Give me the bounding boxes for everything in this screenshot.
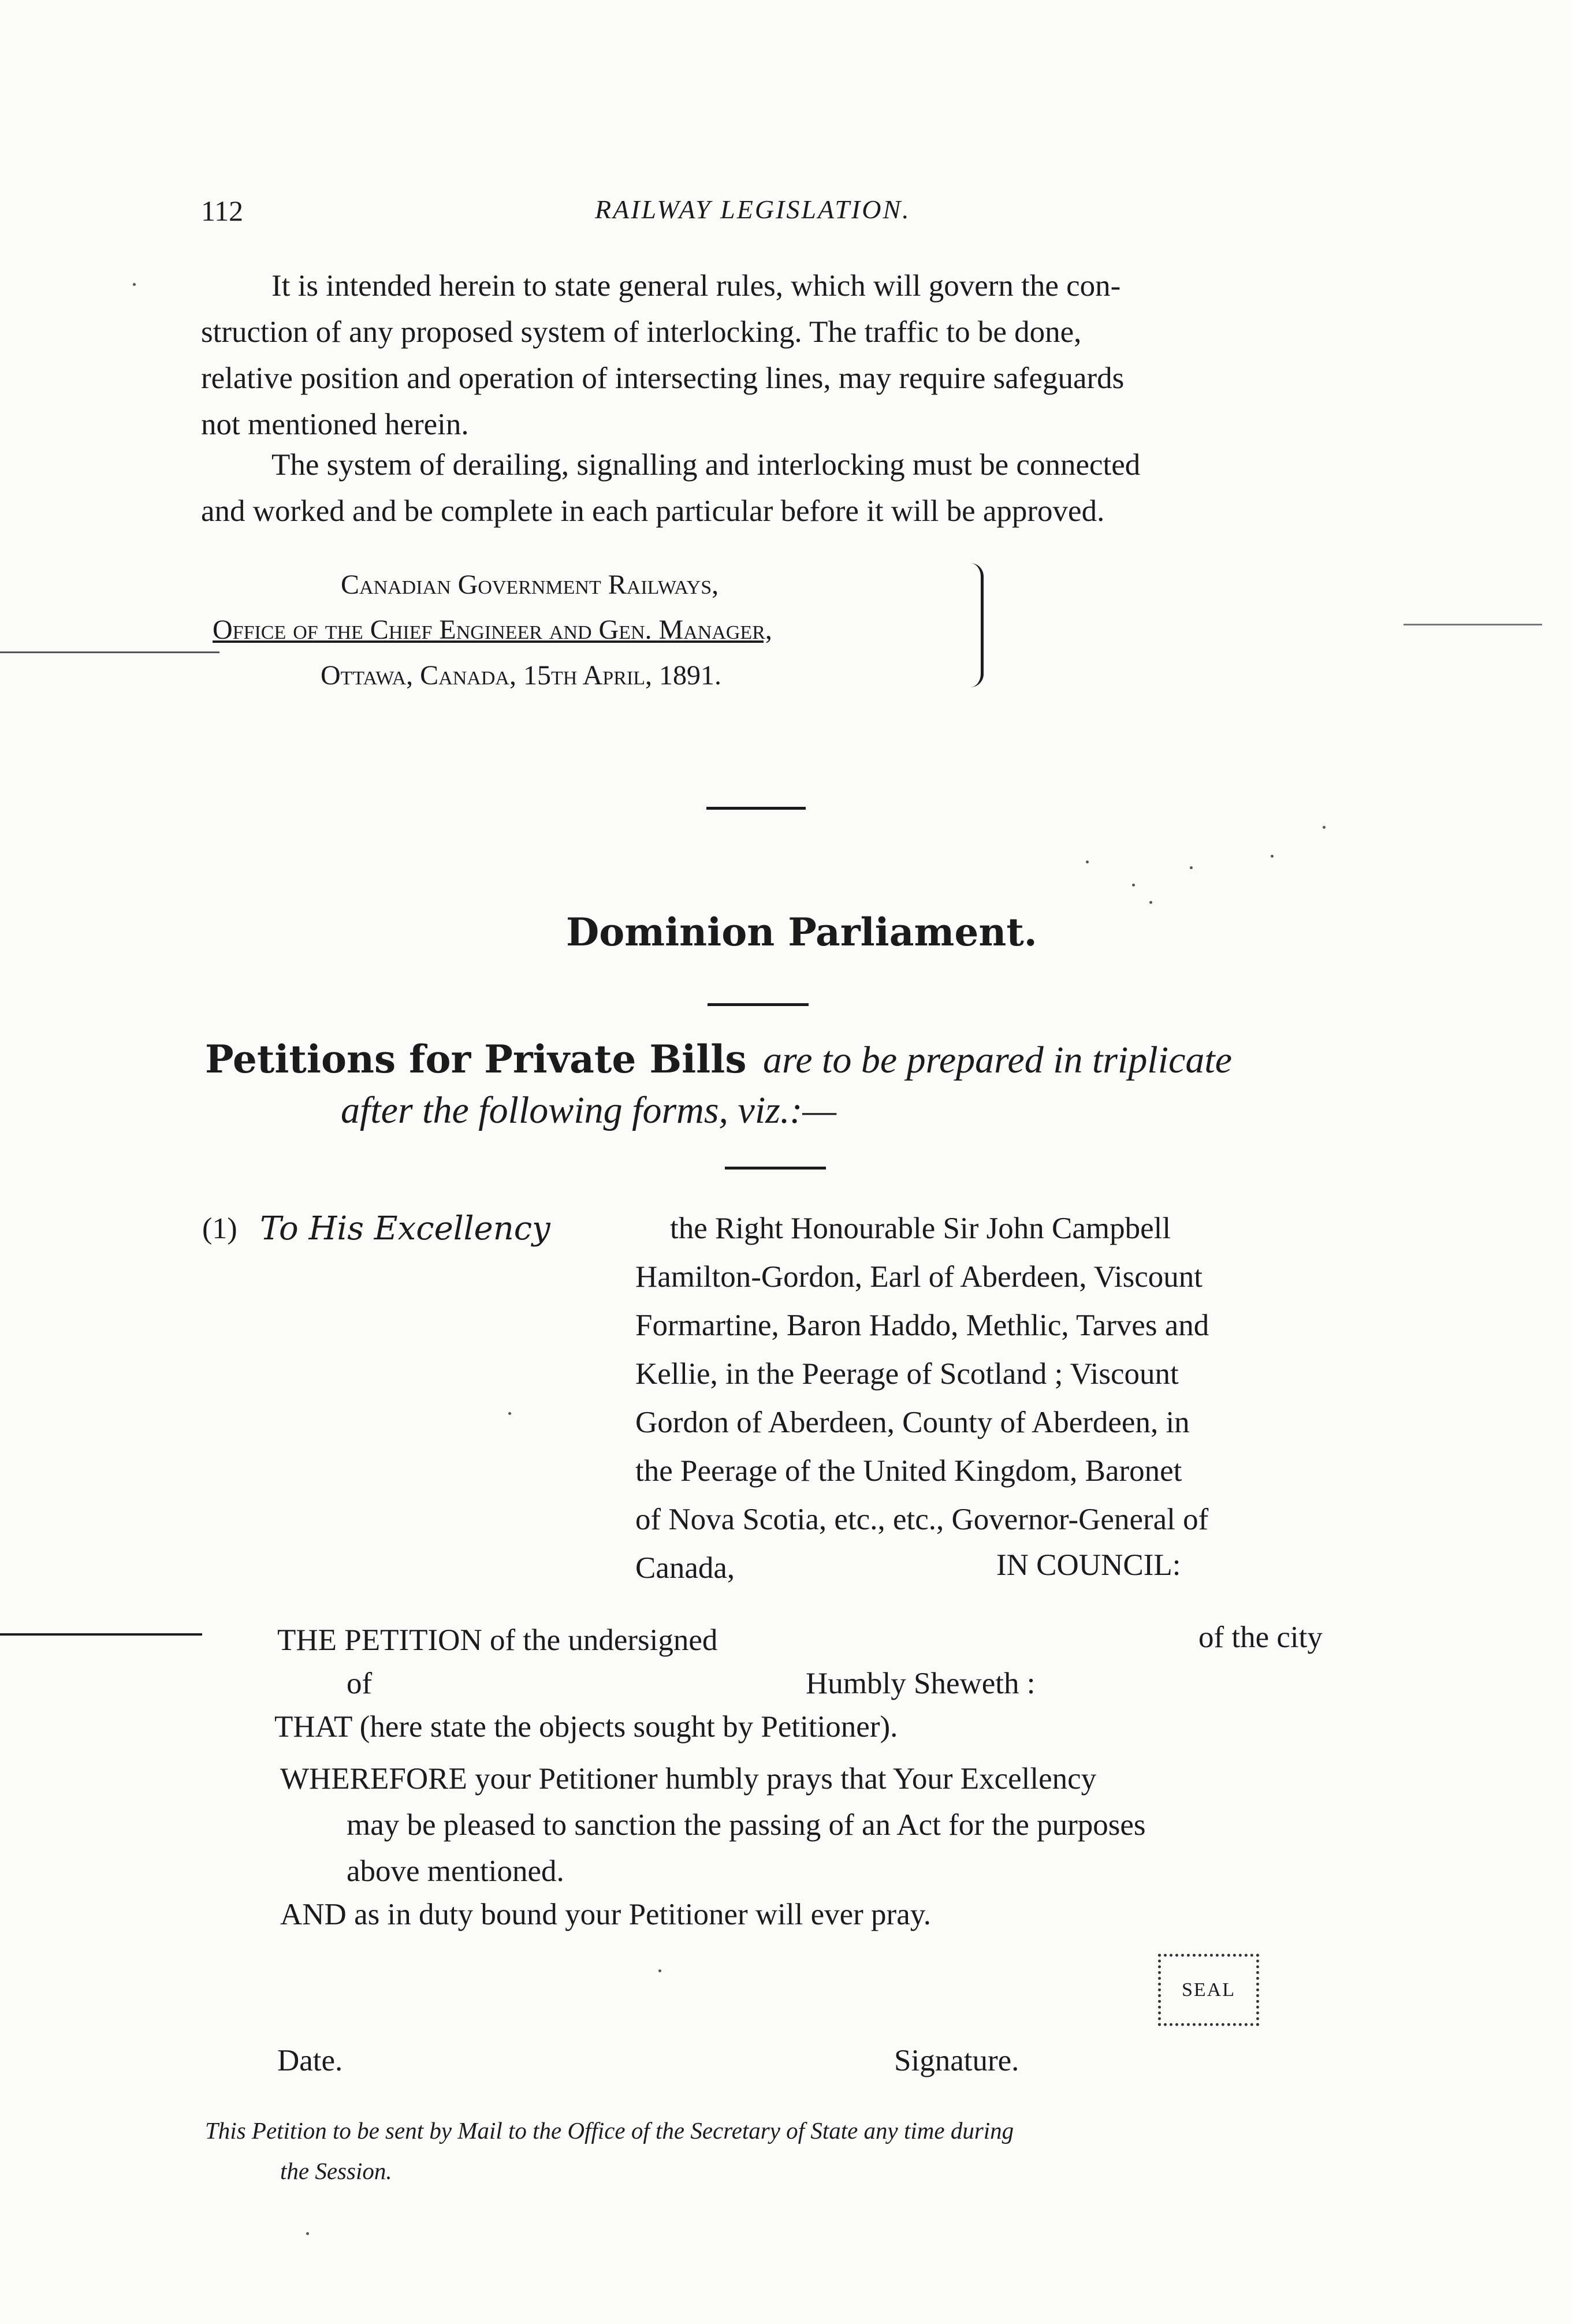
address-line: Formartine, Baron Haddo, Methlic, Tarves and [635,1309,1209,1342]
right-pencil-line [1404,624,1542,625]
address-line: the Peerage of the United Kingdom, Baronet [635,1454,1182,1488]
and-line: AND as in duty bound your Petitioner will ever pray. [280,1898,932,1931]
scan-speck [508,1412,511,1415]
instruction-line-1 [205,1037,1232,1082]
instruction-prefix: Petitions for Private Bills [205,1037,747,1082]
footer-note-line-1: This Petition to be sent by Mail to the Office of the Secretary of State any time during [205,2117,1014,2144]
signature-line-1: Canadian Government Railways, [341,569,719,600]
intro-p1-line: It is intended herein to state general rules, which will govern the con- [271,269,1121,303]
intro-p1-line: relative position and operation of intersecting lines, may require safeguards [201,362,1125,395]
instruction-rule [725,1167,826,1170]
scan-speck [1149,901,1152,904]
left-pencil-line [0,651,219,653]
date-label: Date. [277,2044,343,2077]
address-prefix: To His Excellency [260,1210,550,1247]
heading-rule [708,1003,809,1006]
wherefore-line: WHEREFORE your Petitioner humbly prays that Your Excellency [280,1762,1097,1796]
scan-speck [133,283,136,286]
wherefore-line: may be pleased to sanction the passing of an Act for the purposes [347,1808,1146,1842]
address-line: the Right Honourable Sir John Campbell [670,1212,1171,1245]
instruction-line1-rest: are to be prepared in triplicate [762,1039,1232,1081]
running-title: RAILWAY LEGISLATION. [595,195,911,224]
signature-line-2: Office of the Chief Engineer and Gen. Manager, [213,614,772,645]
wherefore-line: above mentioned. [347,1854,564,1888]
signature-brace [970,563,984,687]
seal-label: SEAL [1182,1979,1235,2001]
address-line: Kellie, in the Peerage of Scotland ; Viscount [635,1357,1179,1391]
seal-box [1158,1954,1259,2026]
scan-speck [1190,866,1193,869]
form-number: (1) [202,1212,237,1245]
wherefore-block [280,1756,1146,1894]
address-line: of Nova Scotia, etc., etc., Governor-General of [635,1503,1209,1536]
section-separator [706,807,806,810]
address-line: Gordon of Aberdeen, County of Aberdeen, in [635,1406,1190,1439]
footer-note-line-2: the Session. [280,2158,392,2184]
scan-speck [1086,861,1089,863]
scan-speck [658,1969,661,1972]
intro-p2-line: The system of derailing, signalling and interlocking must be connected [271,448,1141,482]
petition-line-2-end: Humbly Sheweth : [806,1667,1036,1700]
intro-p2-line: and worked and be complete in each particular before it will be approved. [201,494,1105,528]
that-line: THAT (here state the objects sought by Petitioner). [274,1710,898,1744]
petition-line-1: THE PETITION of the undersigned [277,1623,718,1657]
intro-p1-line: not mentioned herein. [201,408,469,441]
in-council: IN COUNCIL: [996,1548,1181,1582]
scan-speck [306,2232,309,2235]
petition-line-1-end: of the city [1198,1621,1323,1654]
margin-pencil-line [0,1633,202,1636]
signature-line-3: Ottawa, Canada, 15th April, 1891. [321,660,721,691]
section-heading: Dominion Parliament. [566,910,1037,955]
address-line: Hamilton-Gordon, Earl of Aberdeen, Viscount [635,1260,1203,1294]
instruction-line-2: after the following forms, viz.:— [341,1089,836,1131]
address-line: Canada, [635,1551,735,1585]
intro-p1-line: struction of any proposed system of interlocking. The traffic to be done, [201,315,1082,349]
page-number: 112 [201,195,244,227]
intro-paragraph-2 [201,442,1356,534]
address-block [635,1204,1209,1592]
signature-label: Signature. [894,2044,1019,2077]
scan-speck [1323,826,1326,829]
scan-speck [1271,855,1274,858]
scan-speck [1132,884,1135,887]
petition-line-2-of: of [347,1667,373,1700]
intro-paragraph-1 [201,263,1356,448]
